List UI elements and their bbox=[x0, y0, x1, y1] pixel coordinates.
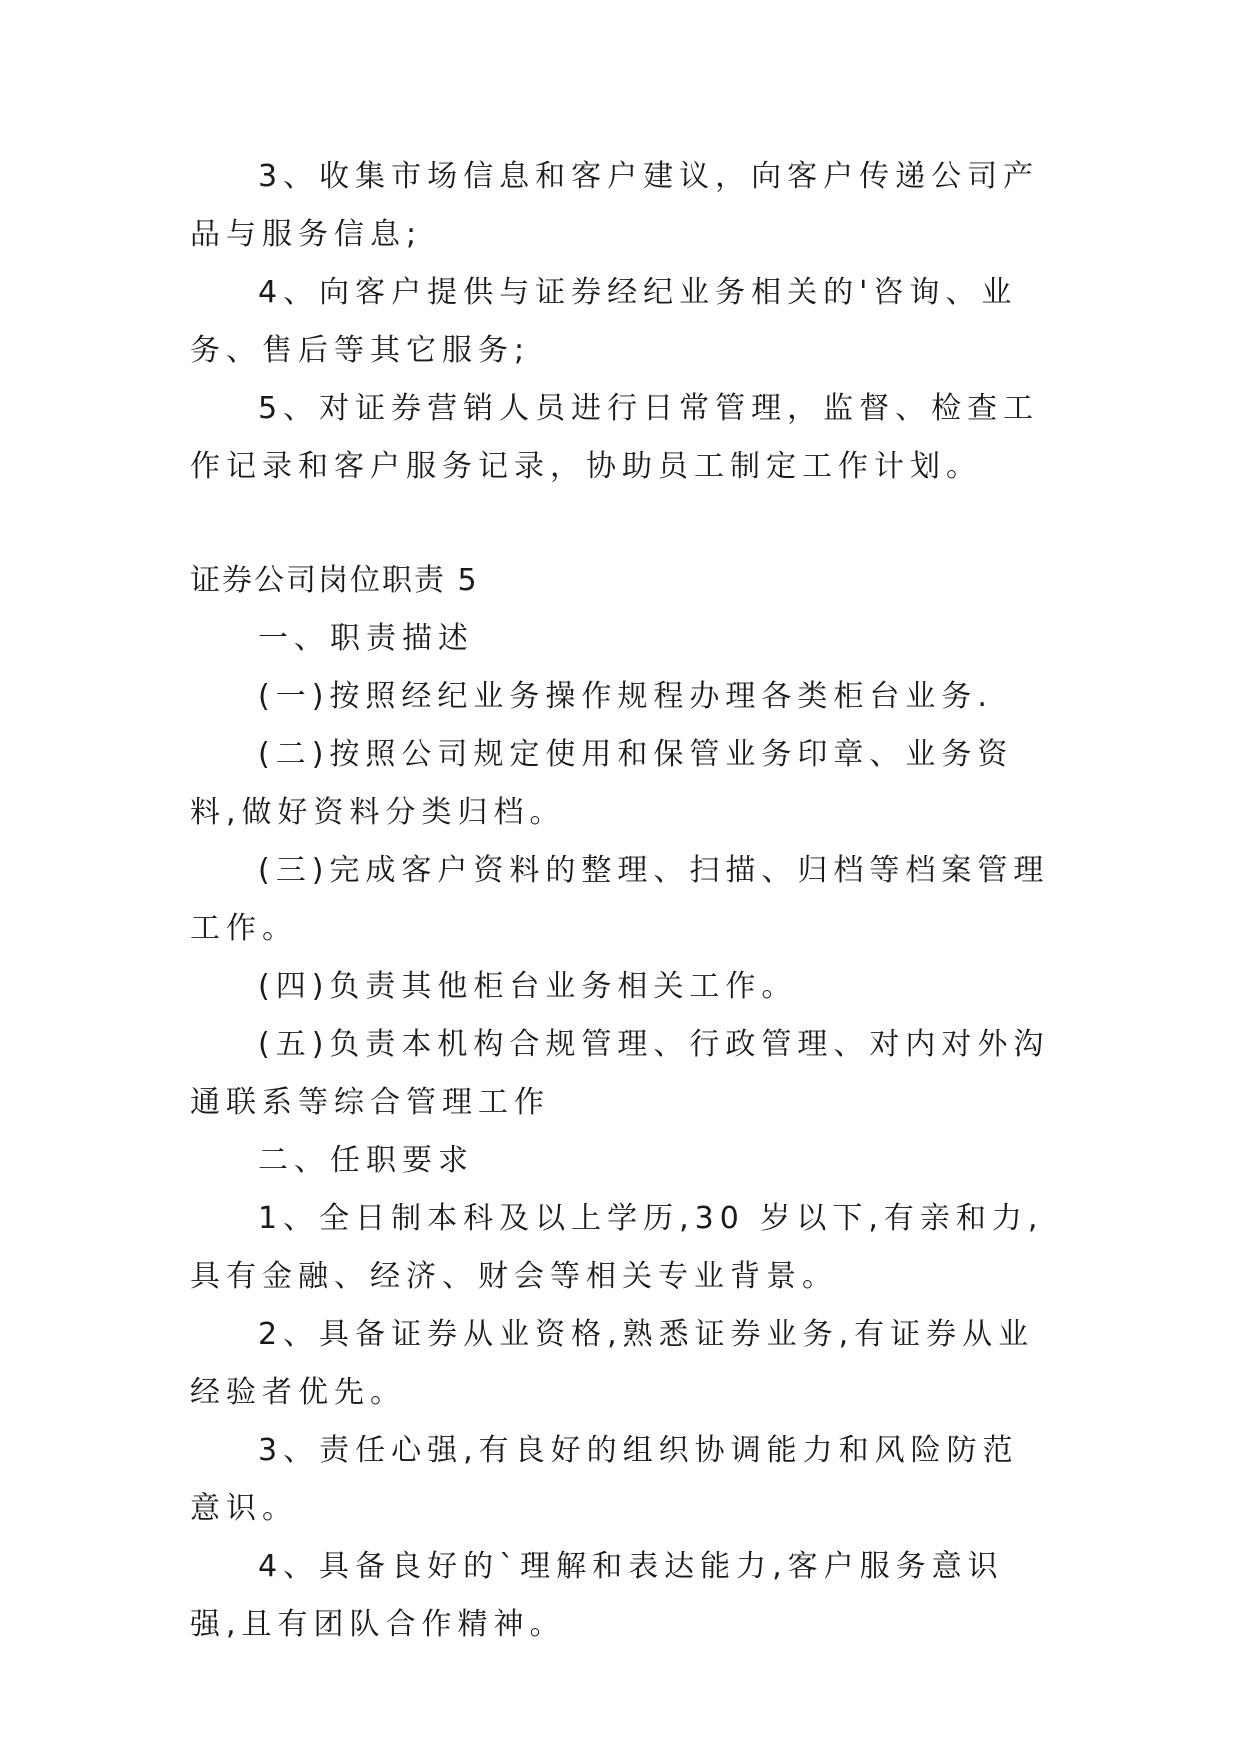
paragraph-item-5: 5、对证券营销人员进行日常管理，监督、检查工作记录和客户服务记录，协助员工制定工作计划。 bbox=[190, 391, 1040, 484]
duty-item-1: (一)按照经纪业务操作规程办理各类柜台业务. bbox=[258, 679, 993, 714]
requirement-item-1: 1、全日制本科及以上学历,30 岁以下,有亲和力,具有金融、经济、财会等相关专业背景。 bbox=[190, 1201, 1044, 1294]
paragraph-item-3: 3、收集市场信息和客户建议，向客户传递公司产品与服务信息; bbox=[190, 159, 1040, 252]
duty-item-2: (二)按照公司规定使用和保管业务印章、业务资料,做好资料分类归档。 bbox=[190, 737, 1014, 830]
duty-item-5: (五)负责本机构合规管理、行政管理、对内对外沟通联系等综合管理工作 bbox=[190, 1027, 1050, 1120]
requirement-item-4: 4、具备良好的`理解和表达能力,客户服务意识强,且有团队合作精神。 bbox=[190, 1549, 1004, 1642]
duty-item-3: (三)完成客户资料的整理、扫描、归档等档案管理工作。 bbox=[190, 853, 1050, 946]
requirements-heading: 二、任职要求 bbox=[258, 1143, 474, 1178]
requirement-item-2: 2、具备证券从业资格,熟悉证券业务,有证券从业经验者优先。 bbox=[190, 1317, 1035, 1410]
duties-heading: 一、职责描述 bbox=[258, 621, 474, 656]
requirement-item-3: 3、责任心强,有良好的组织协调能力和风险防范意识。 bbox=[190, 1433, 1019, 1526]
paragraph-item-4: 4、向客户提供与证券经纪业务相关的'咨询、业务、售后等其它服务; bbox=[190, 275, 1018, 368]
duty-item-4: (四)负责其他柜台业务相关工作。 bbox=[258, 969, 798, 1004]
section-title: 证券公司岗位职责 5 bbox=[190, 563, 479, 598]
section-gap bbox=[190, 496, 1051, 552]
